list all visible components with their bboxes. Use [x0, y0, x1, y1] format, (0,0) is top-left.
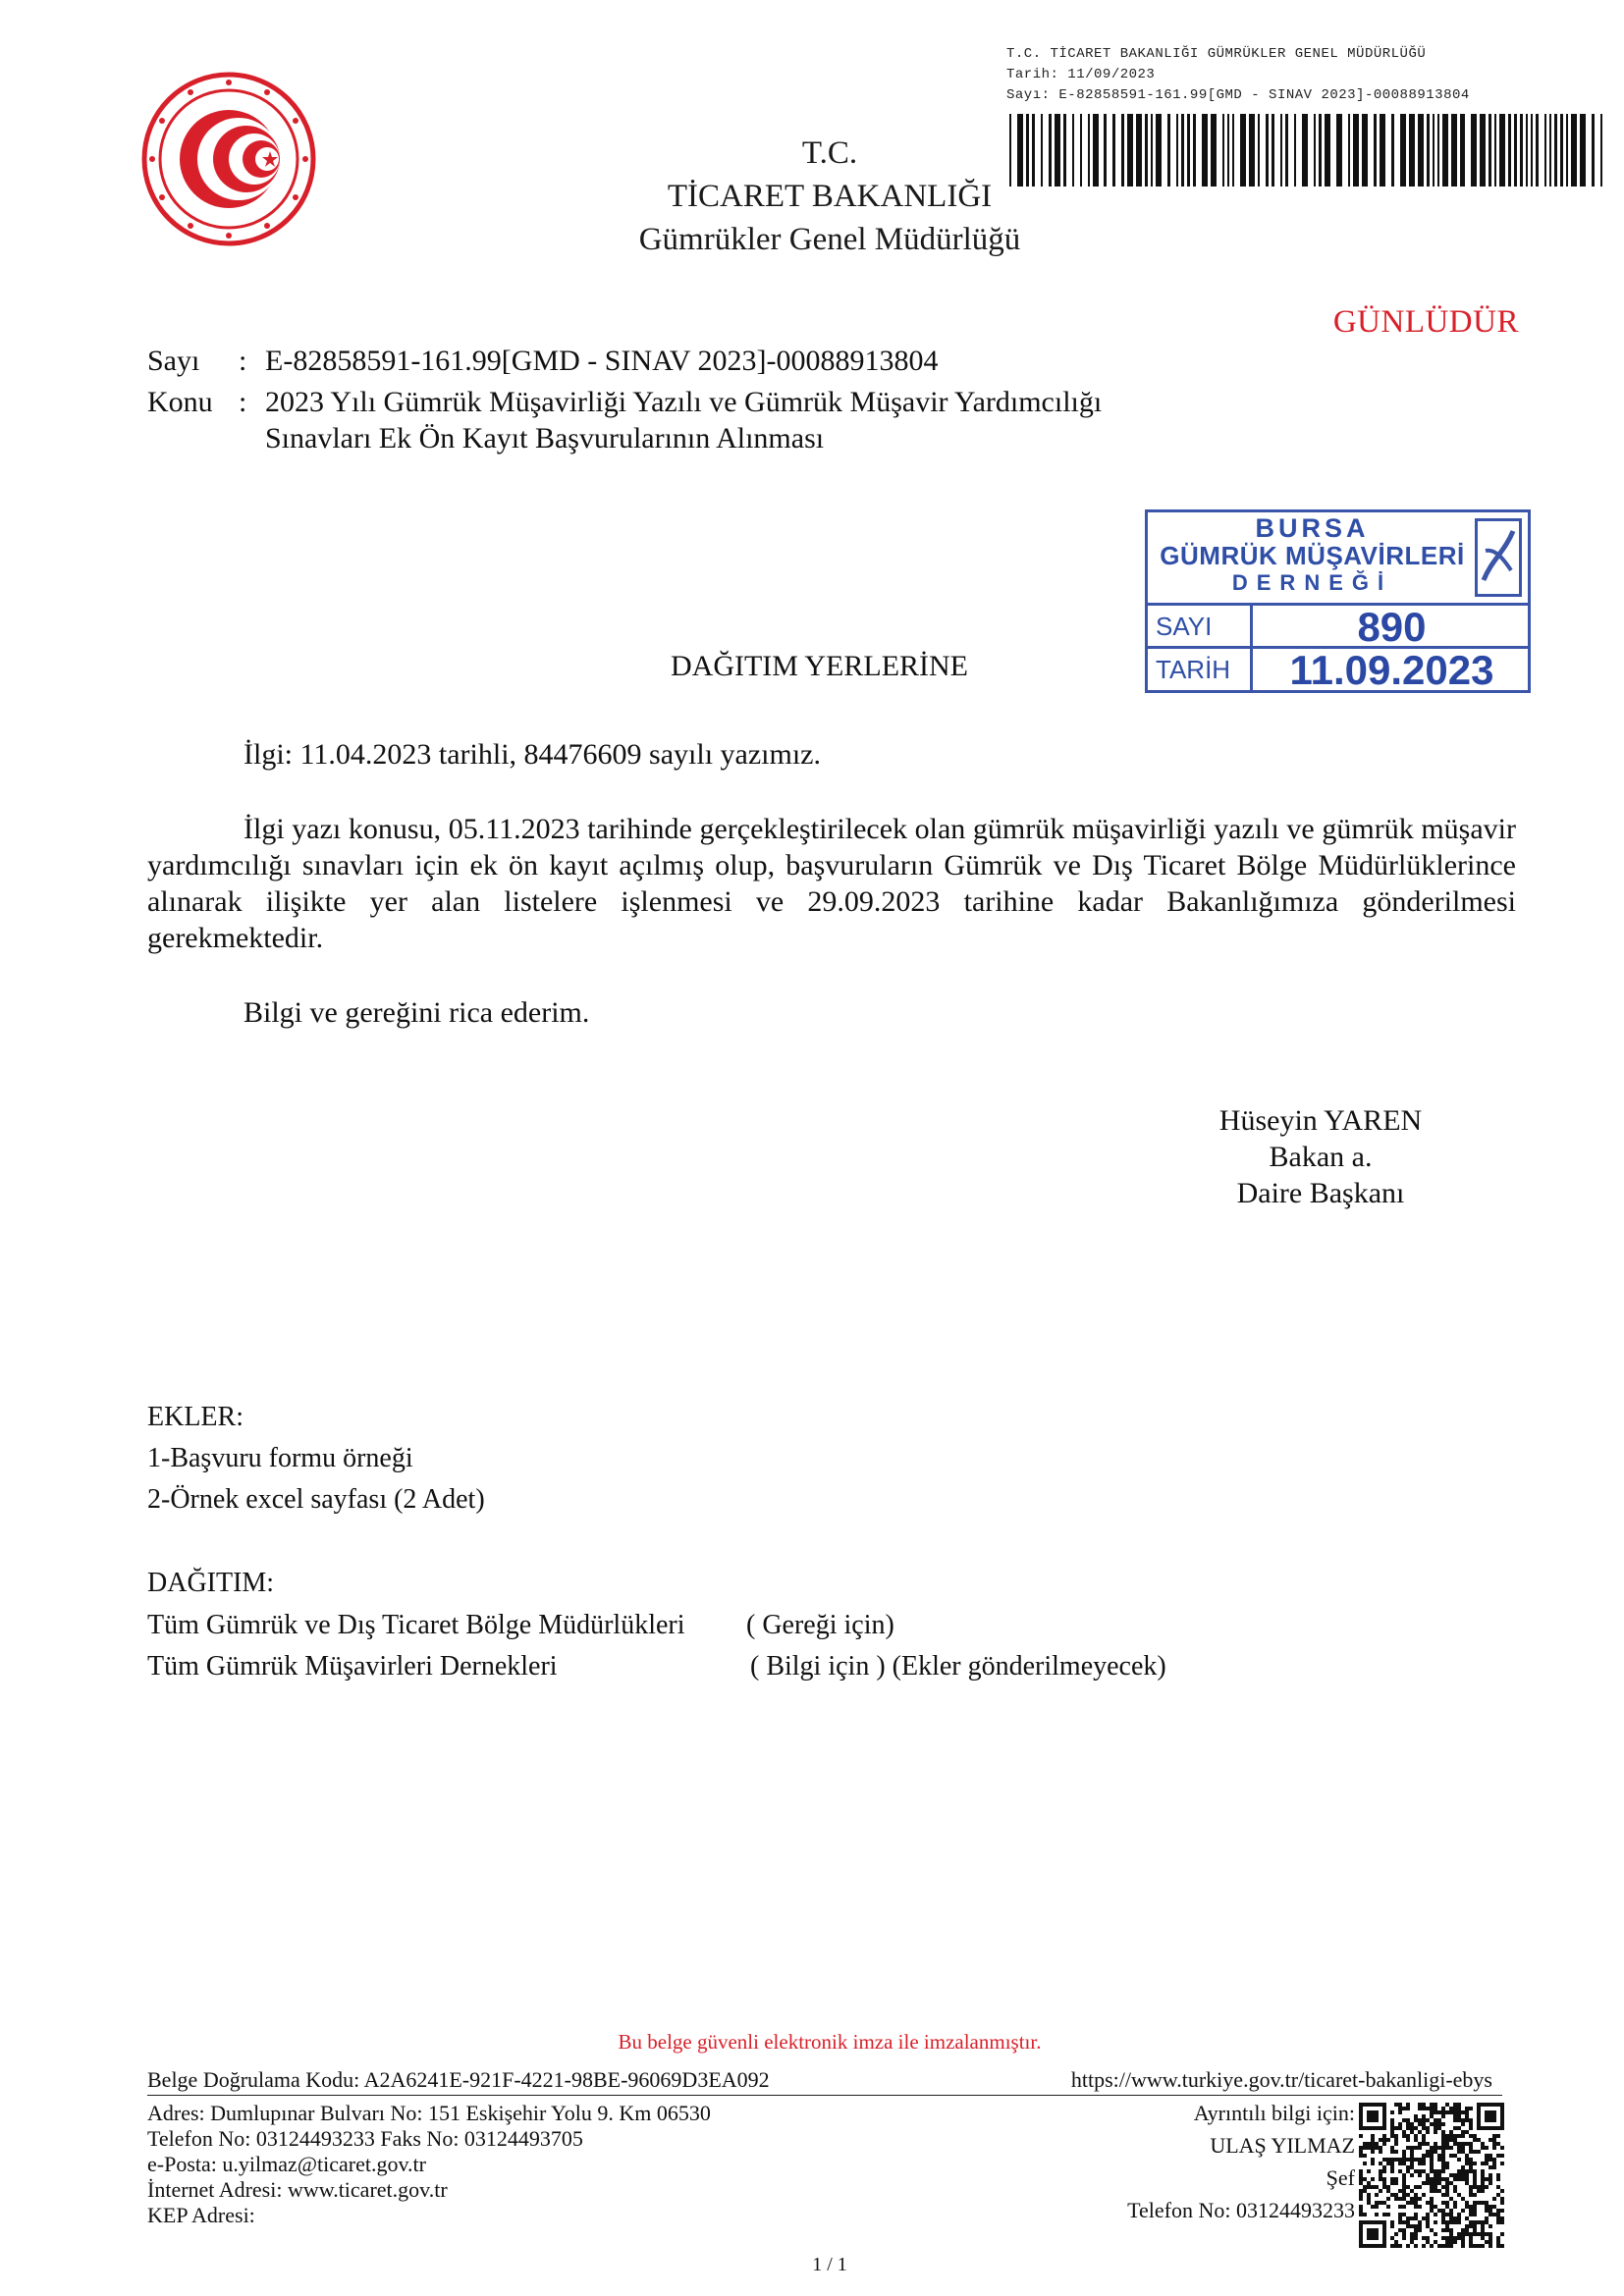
- sayi-colon: :: [239, 345, 247, 377]
- signature-block: [1178, 1102, 1463, 1211]
- main-paragraph: İlgi yazı konusu, 05.11.2023 tarihinde gerçekleştirilecek olan gümrük müşavirliği yazılı ve gümrük müşavir yardımcılığı sınavları için ek ön kayıt açılmış olup, başvuruların Gümrük ve Dış Ticaret Bölge Müdürlüklerince alınarak ilişikte yer alan listelere işlenmesi ve 29.09.2023 tarihine kadar Bakanlığımıza gönderilmesi gerekmektedir.: [147, 813, 1516, 954]
- stamp-line1: BURSA: [1255, 513, 1370, 543]
- sayi-value: E-82858591-161.99[GMD - SINAV 2023]-00088913804: [265, 345, 939, 377]
- distribution-to: Tüm Gümrük Müşavirleri Dernekleri: [147, 1651, 558, 1682]
- attachment-item: 1-Başvuru formu örneği: [147, 1443, 413, 1473]
- closing-paragraph: Bilgi ve gereğini rica ederim.: [244, 996, 590, 1029]
- esign-notice: Bu belge güvenli elektronik imza ile imzalanmıştır.: [618, 2030, 1042, 2054]
- signer-name: Hüseyin YAREN: [1218, 1104, 1423, 1137]
- letterhead-tc: T.C.: [801, 135, 858, 171]
- barcode-header-line1: T.C. TİCARET BAKANLIĞI GÜMRÜKLER GENEL MÜDÜRLÜĞÜ: [1006, 46, 1427, 62]
- footer-phone-fax: Telefon No: 03124493233 Faks No: 03124493705: [147, 2126, 583, 2151]
- barcode-header-line3: Sayı: E-82858591-161.99[GMD - SINAV 2023]-00088913804: [1006, 87, 1470, 103]
- barcode-header-line2: Tarih: 11/09/2023: [1006, 67, 1156, 82]
- association-received-stamp: [1145, 509, 1531, 693]
- contact-title: Şef: [1326, 2165, 1355, 2190]
- contact-name: ULAŞ YILMAZ: [1210, 2133, 1355, 2158]
- stamp-sayi-label: SAYI: [1156, 612, 1213, 641]
- distribution-note: ( Gereği için): [746, 1610, 894, 1640]
- page-number: 1 / 1: [812, 2254, 847, 2275]
- recipient: DAĞITIM YERLERİNE: [671, 650, 969, 682]
- konu-colon: :: [239, 386, 247, 418]
- distribution-title: DAĞITIM:: [147, 1568, 275, 1598]
- reference-line: İlgi: 11.04.2023 tarihli, 84476609 sayılı yazımız.: [244, 738, 821, 771]
- attachments-title: EKLER:: [147, 1402, 244, 1432]
- contact-label: Ayrıntılı bilgi için:: [1193, 2101, 1355, 2125]
- stamp-logo-icon: [1475, 518, 1522, 597]
- konu-label: Konu: [147, 386, 213, 418]
- footer-internet: İnternet Adresi: www.ticaret.gov.tr: [147, 2177, 448, 2202]
- konu-line2: Sınavları Ek Ön Kayıt Başvurularının Alınması: [265, 422, 825, 454]
- footer-address: Adres: Dumlupınar Bulvarı No: 151 Eskişehir Yolu 9. Km 06530: [147, 2101, 711, 2125]
- stamp-tarih-row: [1148, 646, 1528, 691]
- footer-divider: [147, 2095, 1502, 2096]
- urgency-label: GÜNLÜDÜR: [1332, 304, 1519, 340]
- verification-url[interactable]: https://www.turkiye.gov.tr/ticaret-bakanligi-ebys: [1070, 2067, 1492, 2092]
- stamp-tarih-label: TARİH: [1156, 655, 1231, 684]
- contact-phone: Telefon No: 03124493233: [1127, 2198, 1355, 2222]
- signer-line2: Bakan a.: [1269, 1141, 1373, 1173]
- footer-email: e-Posta: u.yilmaz@ticaret.gov.tr: [147, 2152, 426, 2176]
- letterhead-ministry: TİCARET BAKANLIĞI: [667, 179, 993, 214]
- verification-code: Belge Doğrulama Kodu: A2A6241E-921F-4221-98BE-96069D3EA092: [147, 2067, 770, 2092]
- signer-title: Daire Başkanı: [1236, 1177, 1405, 1209]
- konu-line1: 2023 Yılı Gümrük Müşavirliği Yazılı ve Gümrük Müşavir Yardımcılığı: [265, 386, 1103, 418]
- distribution-note: ( Bilgi için ) (Ekler gönderilmeyecek): [750, 1651, 1166, 1682]
- stamp-line3: DERNEĞİ: [1231, 570, 1393, 595]
- stamp-tarih-value: 11.09.2023: [1289, 647, 1494, 693]
- stamp-sayi-value: 890: [1357, 604, 1427, 650]
- footer-kep: KEP Adresi:: [147, 2203, 255, 2227]
- stamp-sayi-row: [1148, 603, 1528, 648]
- distribution-to: Tüm Gümrük ve Dış Ticaret Bölge Müdürlükleri: [147, 1610, 685, 1640]
- stamp-line2: GÜMRÜK MÜŞAVİRLERİ: [1160, 541, 1465, 570]
- attachment-item: 2-Örnek excel sayfası (2 Adet): [147, 1484, 485, 1515]
- qr-code-icon: [1359, 2103, 1504, 2248]
- sayi-label: Sayı: [147, 345, 200, 377]
- letterhead-directorate: Gümrükler Genel Müdürlüğü: [638, 222, 1021, 257]
